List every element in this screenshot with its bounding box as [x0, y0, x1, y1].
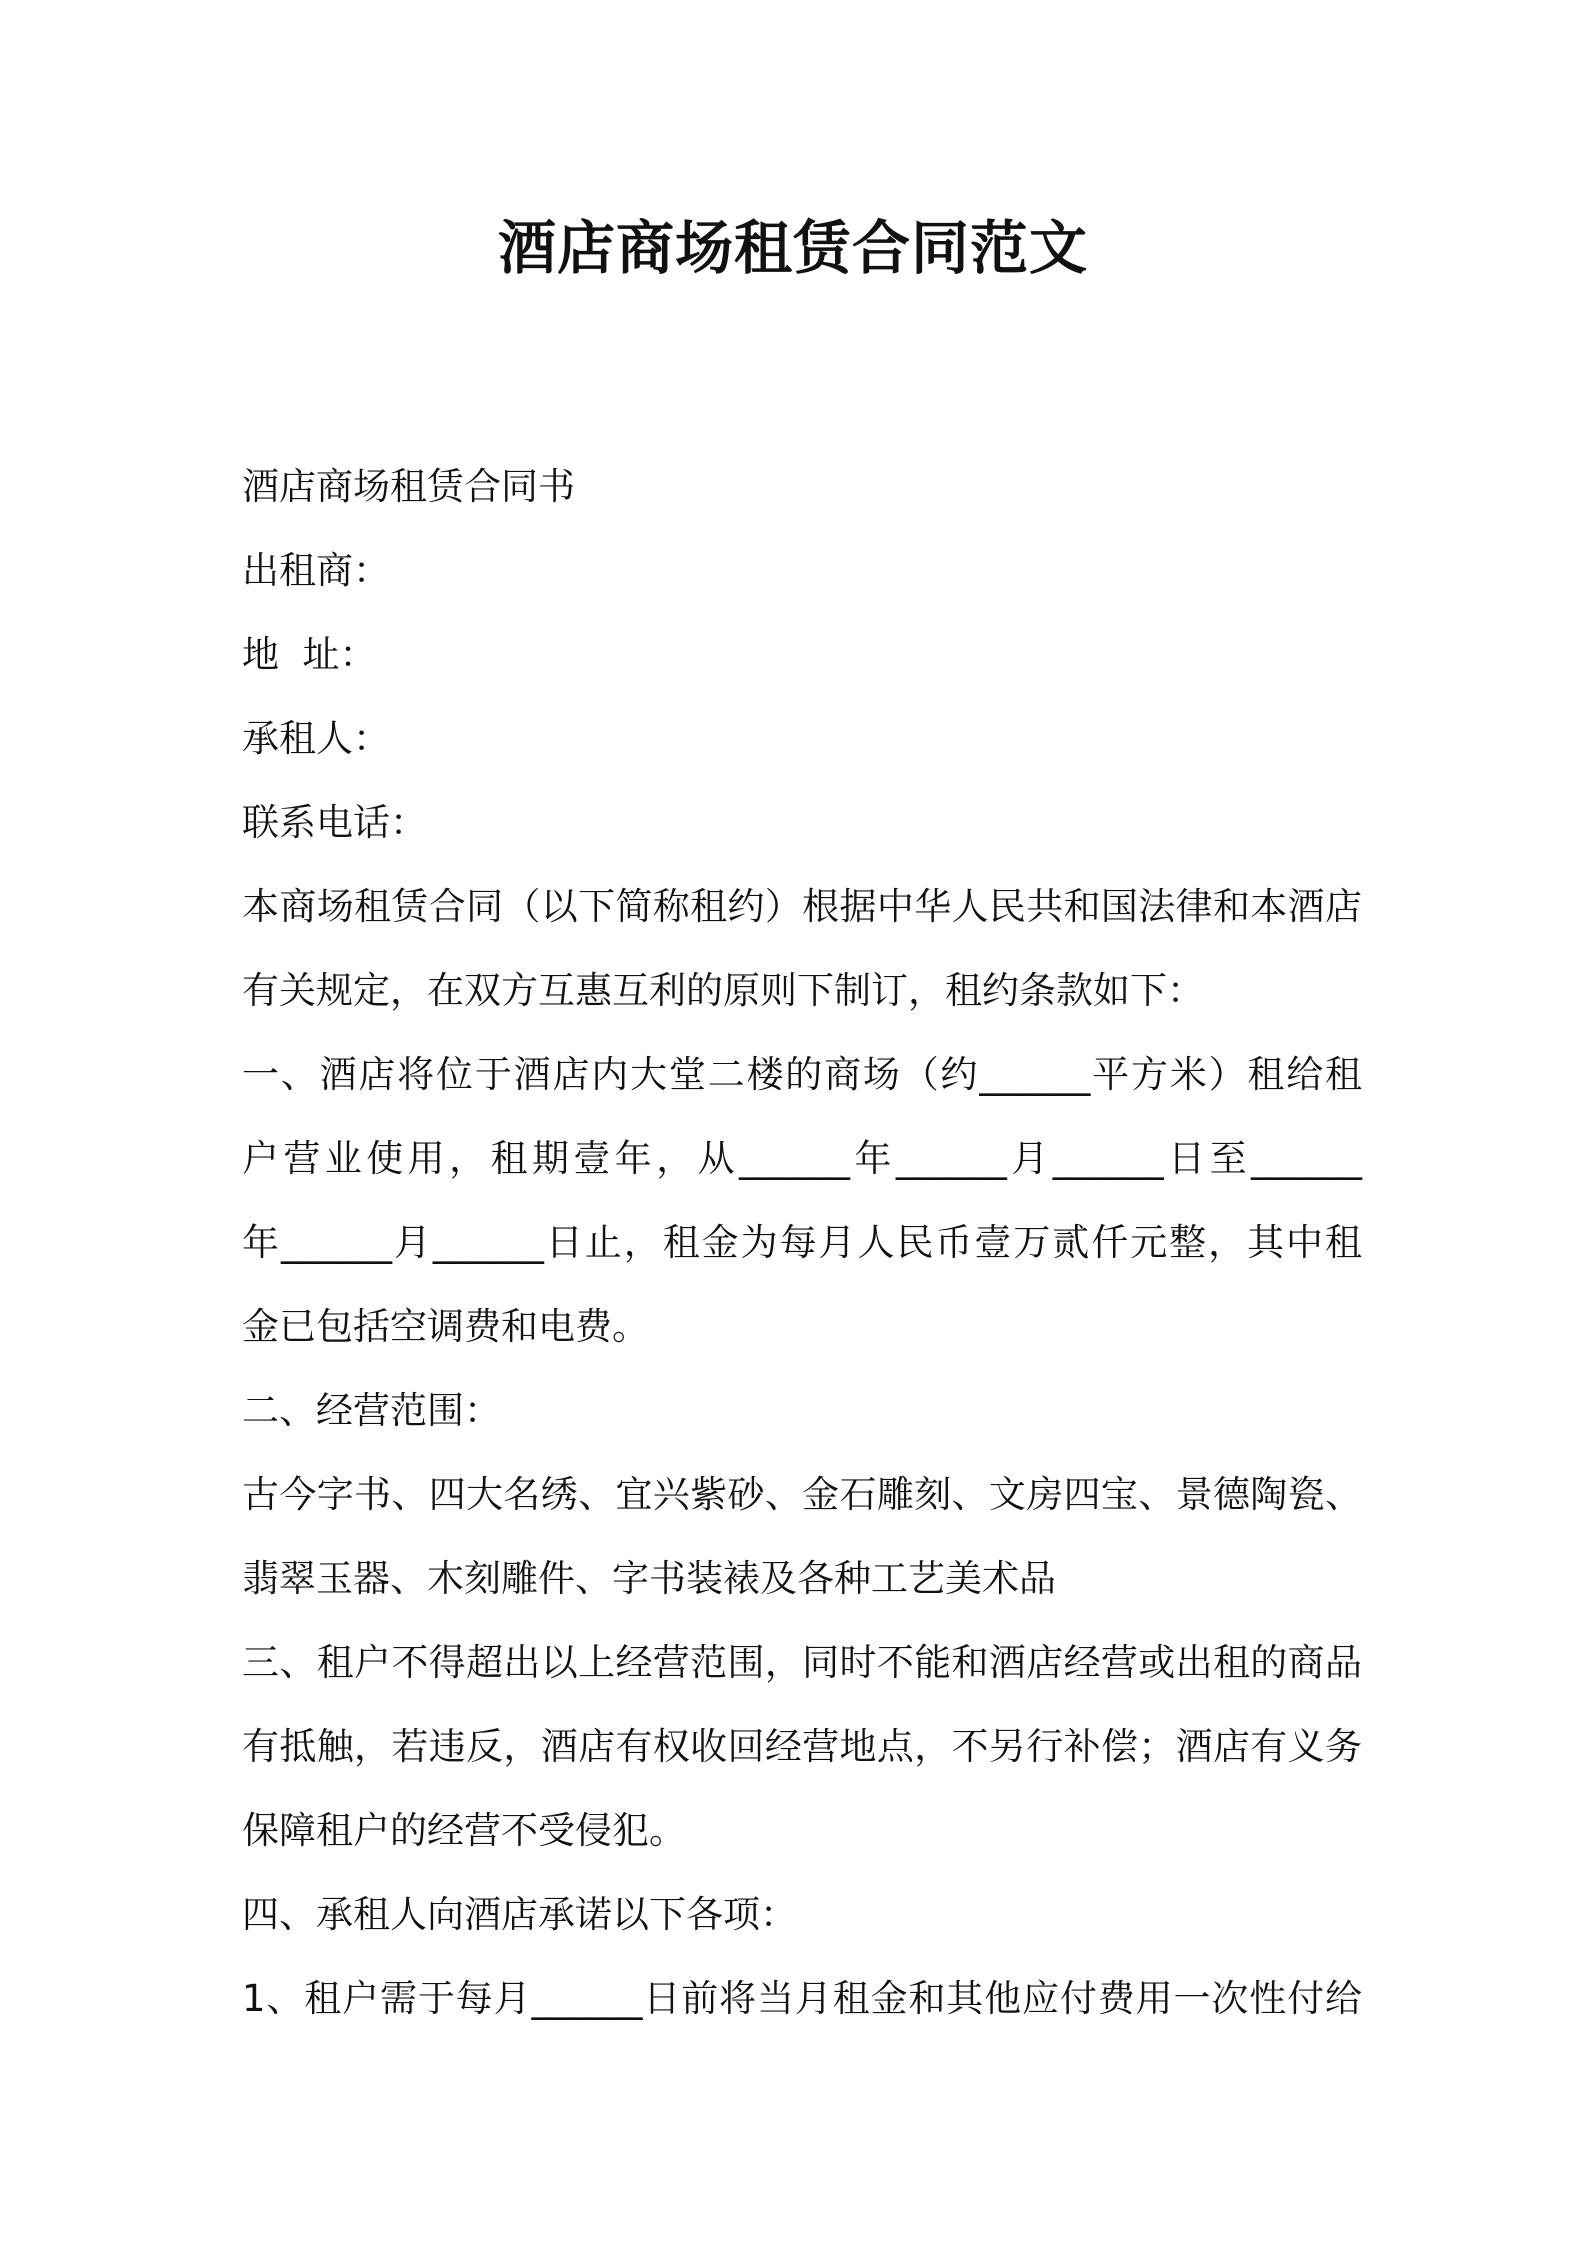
clause-line: 三、租户不得超出以上经营范围，同时不能和酒店经营或出租的商品	[242, 1641, 1362, 1684]
contract-heading: 酒店商场租赁合同书	[242, 465, 575, 508]
clause-heading: 四、承租人向酒店承诺以下各项：	[242, 1893, 797, 1936]
clause-line: 户营业使用，租期壹年，从______年______月______日至______	[242, 1137, 1362, 1180]
paragraph-line: 有关规定，在双方互惠互利的原则下制订，租约条款如下：	[242, 969, 1204, 1012]
address-field: 地 址：	[242, 633, 377, 676]
paragraph-line: 本商场租赁合同（以下简称租约）根据中华人民共和国法律和本酒店	[242, 885, 1362, 928]
clause-line: 保障租户的经营不受侵犯。	[242, 1809, 686, 1852]
document-body	[242, 445, 1362, 2041]
document-title: 酒店商场租赁合同范文	[497, 214, 1088, 282]
clause-line: 一、酒店将位于酒店内大堂二楼的商场（约______平方米）租给租	[242, 1053, 1362, 1096]
phone-field: 联系电话：	[242, 801, 427, 844]
lessee-field: 承租人：	[242, 717, 390, 760]
clause-heading: 二、经营范围：	[242, 1389, 501, 1432]
lessor-field: 出租商：	[242, 549, 390, 592]
clause-line: 有抵触，若违反，酒店有权收回经营地点，不另行补偿；酒店有义务	[242, 1725, 1362, 1768]
clause-line: 年______月______日止，租金为每月人民币壹万贰仟元整，其中租	[242, 1221, 1362, 1264]
clause-line: 1、租户需于每月______日前将当月租金和其他应付费用一次性付给	[242, 1977, 1362, 2020]
clause-line: 金已包括空调费和电费。	[242, 1305, 649, 1348]
clause-line: 翡翠玉器、木刻雕件、字书装裱及各种工艺美术品	[242, 1557, 1056, 1600]
clause-line: 古今字书、四大名绣、宜兴紫砂、金石雕刻、文房四宝、景德陶瓷、	[242, 1473, 1362, 1516]
